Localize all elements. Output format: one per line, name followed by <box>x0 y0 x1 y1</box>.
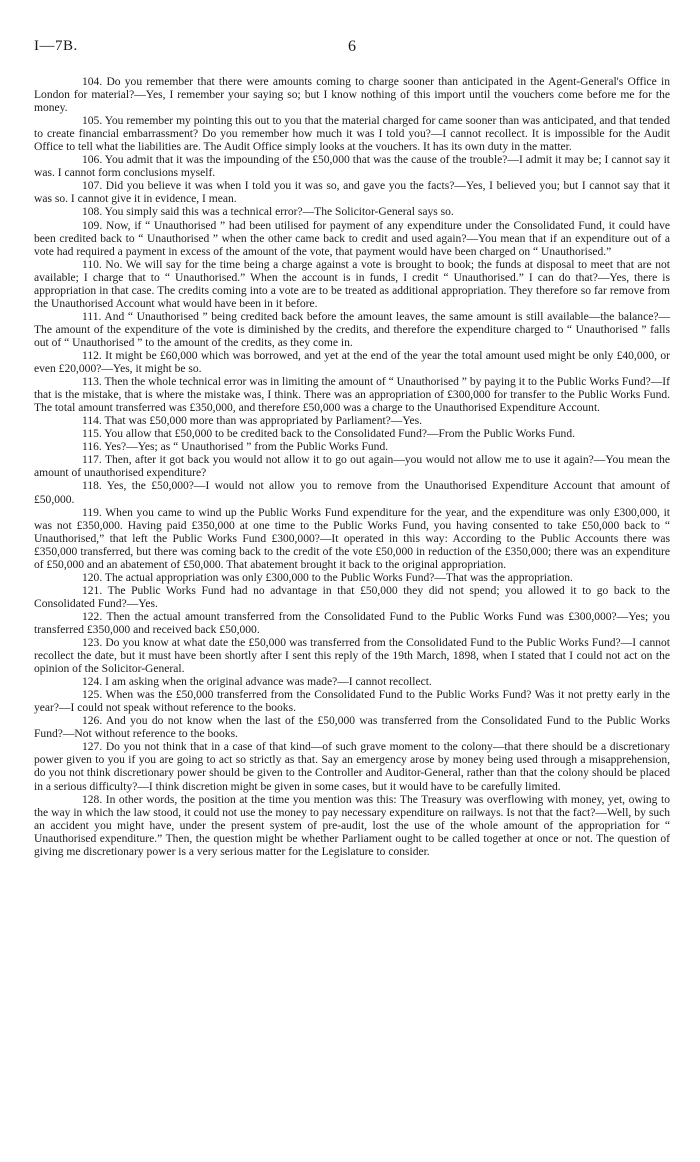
paragraph-124: 124. I am asking when the original advance was made?—I cannot recollect. <box>82 676 432 689</box>
paragraph-117: 117. Then, after it got back you would not allow it to go out again—you would not allow me to use it again?—You mean the amount of unauthorised expenditure? <box>34 454 670 480</box>
page-number: 6 <box>348 38 356 55</box>
paragraph-108: 108. You simply said this was a technical error?—The Solicitor-General says so. <box>82 206 454 219</box>
document-reference: I—7B. <box>34 38 78 54</box>
paragraph-127: 127. Do you not think that in a case of that kind—of such grave moment to the colony—that there should be a discretionary power given to you if you are going to act so strictly as that. Say an emergency arose by money being used through a misapprehension, do you not think discretionary power should be given to the Controller and Auditor-General, rather than that the colony should be placed in a serious difficulty?—I think discretion might be given in some cases, but it would have to be carefully limited. <box>34 741 670 793</box>
paragraph-119: 119. When you came to wind up the Public Works Fund expenditure for the year, and the expenditure was only £300,000, it was not £350,000. Having paid £350,000 at one time to the Public Works Fund, you having consented to take £50,000 back to “ Unauthorised,” that left the Public Works Fund £300,000?—It operated in this way: According to the Public Accounts there was £350,000 transferred, but there was coming back to the credit of the vote £50,000 in reduction of the £350,000; there was an expenditure of £50,000 and an abatement of £50,000. That abatement brought it back to the original appropriation. <box>34 506 670 571</box>
paragraph-121: 121. The Public Works Fund had no advantage in that £50,000 they did not spend; you allowed it to go back to the Consolidated Fund?—Yes. <box>34 584 670 610</box>
paragraph-107: 107. Did you believe it was when I told you it was so, and gave you the facts?—Yes, I believed you; but I cannot say that it was so. I cannot give it in evidence, I mean. <box>34 180 670 206</box>
paragraph-110: 110. No. We will say for the time being a charge against a vote is brought to book; the funds at disposal to meet that are not available; I charge that to “ Unauthorised.” When the account is in funds, I credit “ Unauthorised.” I can do that?—Yes, there is appropriation in that case. The credits coming into a vote are to be treated as additional appropriation. They therefore so far remove from the Unauthorised Account what would have been in it before. <box>34 258 670 310</box>
paragraph-111: 111. And “ Unauthorised ” being credited back before the amount leaves, the same amount is still available—the balance?—The amount of the expenditure of the vote is diminished by the credits, and therefore the expenditure charged to “ Unauthorised ” falls out of “ Unauthorised ” to the amount of the credits, as they come in. <box>34 310 670 349</box>
paragraph-106: 106. You admit that it was the impounding of the £50,000 that was the cause of the trouble?—I admit it may be; I cannot say it was. I cannot form conclusions myself. <box>34 154 670 180</box>
paragraph-120: 120. The actual appropriation was only £300,000 to the Public Works Fund?—That was the appropriation. <box>82 571 573 584</box>
paragraph-104: 104. Do you remember that there were amounts coming to charge sooner than anticipated in the Agent-General's Office in London for material?—Yes, I remember your saying so; but I know nothing of this import until the vouchers come before me for the money. <box>34 76 670 115</box>
paragraph-112: 112. It might be £60,000 which was borrowed, and yet at the end of the year the total amount used might be only £40,000, or even £20,000?—Yes, it might be so. <box>34 349 670 376</box>
document-body <box>34 76 670 859</box>
paragraph-115: 115. You allow that £50,000 to be credited back to the Consolidated Fund?—From the Public Works Fund. <box>82 428 575 441</box>
paragraph-105: 105. You remember my pointing this out to you that the material charged for came sooner than was anticipated, and that tended to create financial embarrassment? Do you remember how much it was I told you?—I cannot recollect. It is impossible for the Audit Office to tell what the liabilities are. The Audit Office simply looks at the vouchers. It has its own duty in the matter. <box>34 115 670 154</box>
paragraph-113: 113. Then the whole technical error was in limiting the amount of “ Unauthorised ” by paying it to the Public Works Fund?—If that is the mistake, that is where the mistake was, I think. There was an appropriation of £300,000 for transfer to the Public Works Fund. The total amount transferred was £350,000, and therefore £50,000 was a charge to the Unauthorised Expenditure Account. <box>34 376 670 415</box>
page-header <box>34 38 670 58</box>
paragraph-116: 116. Yes?—Yes; as “ Unauthorised ” from the Public Works Fund. <box>82 441 389 454</box>
paragraph-125: 125. When was the £50,000 transferred from the Consolidated Fund to the Public Works Fund? Was it not pretty early in the year?—I could not speak without reference to the books. <box>34 689 670 715</box>
paragraph-122: 122. Then the actual amount transferred from the Consolidated Fund to the Public Works Fund was £300,000?—Yes; you transferred £350,000 and received back £50,000. <box>34 610 670 636</box>
paragraph-126: 126. And you do not know when the last of the £50,000 was transferred from the Consolidated Fund to the Public Works Fund?—Not without reference to the books. <box>34 715 670 741</box>
paragraph-118: 118. Yes, the £50,000?—I would not allow you to remove from the Unauthorised Expenditure Account that amount of £50,000. <box>34 480 670 506</box>
paragraph-128: 128. In other words, the position at the time you mention was this: The Treasury was overflowing with money, yet, owing to the way in which the law stood, it could not use the money to pay necessary expenditure on railways. Is not that the fact?—Well, by such an accident you might have, under the present system of pre-audit, lost the use of the whole amount of the appropriation for “ Unauthorised expenditure.” Then, the question might be whether Parliament ought to be called together at once or not. The question of giving me discretionary power is a very serious matter for the Legislature to consider. <box>34 793 670 858</box>
paragraph-109: 109. Now, if “ Unauthorised ” had been utilised for payment of any expenditure under the Consolidated Fund, it could have been credited back to “ Unauthorised ” when the other came back to credit and used again?—You mean that if an expenditure out of a vote had required a payment in excess of the amount of the vote, that payment would have been charged on “ Unauthorised.” <box>34 219 670 258</box>
paragraph-114: 114. That was £50,000 more than was appropriated by Parliament?—Yes. <box>82 415 423 428</box>
paragraph-123: 123. Do you know at what date the £50,000 was transferred from the Consolidated Fund to the Public Works Fund?—I cannot recollect the date, but it must have been shortly after I sent this reply of the 19th March, 1898, when I stated that I could not act on the opinion of the Solicitor-General. <box>34 637 670 676</box>
